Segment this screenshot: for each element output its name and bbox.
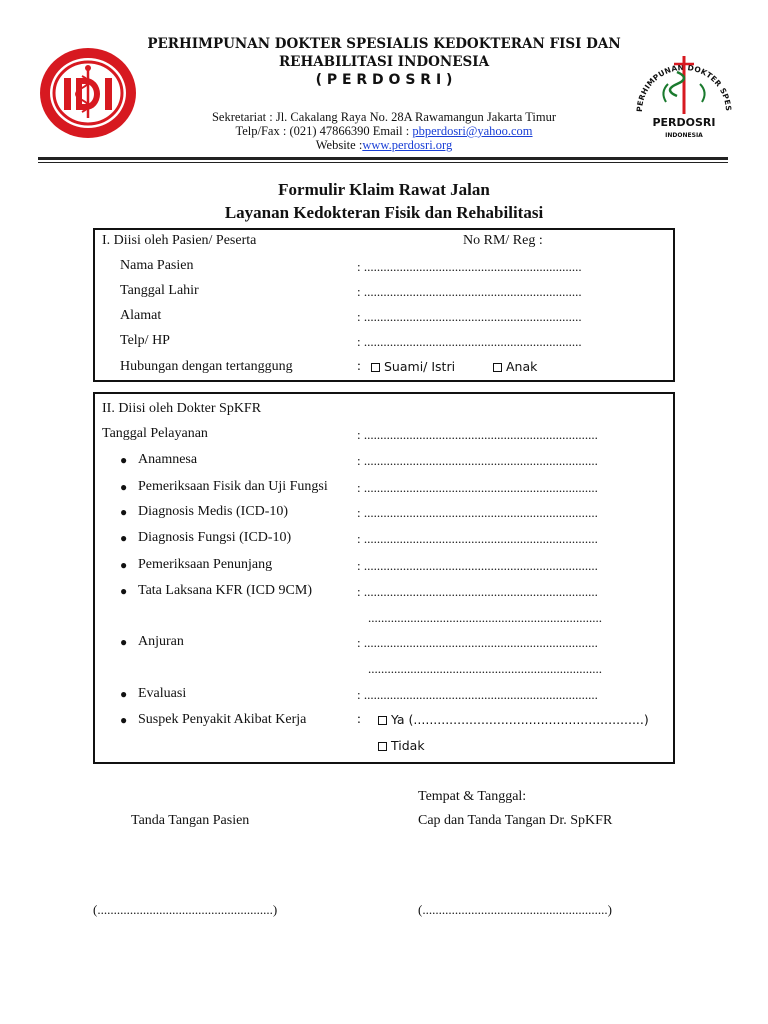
field-label: Telp/ HP <box>120 333 170 348</box>
address-line: Sekretariat : Jl. Cakalang Raya No. 28A Rawamangun Jakarta Timur <box>211 110 557 124</box>
website-line <box>130 138 638 153</box>
website-label: Website : <box>315 138 363 152</box>
phone-field[interactable]: : ................................................................... <box>357 334 582 349</box>
field-label: Nama Pasien <box>120 258 194 273</box>
doctor-signature-line[interactable]: (.........................................................) <box>418 902 612 917</box>
header-divider-thick <box>38 157 728 160</box>
header-divider-thin <box>38 162 728 163</box>
place-date-label: Tempat & Tanggal: <box>418 789 527 804</box>
bullet-icon: ● <box>120 584 128 598</box>
supporting-exam-field[interactable]: : ........................................................................ <box>357 558 598 573</box>
right-logo-name: PERDOSRI <box>652 116 716 129</box>
address-field[interactable]: : ................................................................... <box>357 309 582 324</box>
suspek-no-checkbox[interactable] <box>378 738 425 753</box>
checkbox-icon <box>371 363 380 372</box>
bullet-icon: ● <box>120 453 128 467</box>
checkbox-icon <box>378 716 387 725</box>
checkbox-icon <box>378 742 387 751</box>
functional-diagnosis-field[interactable]: : ........................................................................ <box>357 531 598 546</box>
idi-logo <box>38 46 138 140</box>
evaluation-field[interactable]: : ........................................................................ <box>357 687 598 702</box>
suspek-yes-label: Ya (..........................................................) <box>391 712 649 727</box>
service-date-label: Tanggal Pelayanan <box>102 426 208 441</box>
right-logo-ring-text: PERHIMPUNAN DOKTER SPES <box>634 62 734 113</box>
checkbox-icon <box>493 363 502 372</box>
bullet-icon: ● <box>120 480 128 494</box>
section2-heading: II. Diisi oleh Dokter SpKFR <box>102 401 262 416</box>
treatment-field-continued[interactable]: ........................................................................ <box>368 610 602 625</box>
suspek-no-label: Tidak <box>391 738 425 753</box>
service-date-field[interactable]: : ........................................................................ <box>357 427 598 442</box>
perdosri-logo <box>622 42 742 144</box>
item-label: Anjuran <box>138 634 184 649</box>
child-label: Anak <box>506 359 538 374</box>
suspek-label: Suspek Penyakit Akibat Kerja <box>138 712 307 727</box>
org-name-line2: REHABILITASI INDONESIA <box>278 54 490 70</box>
org-acronym: ( P E R D O S R I ) <box>315 72 453 88</box>
item-label: Diagnosis Medis (ICD-10) <box>138 504 289 519</box>
spouse-checkbox[interactable] <box>371 359 455 374</box>
field-label: Tanggal Lahir <box>120 283 199 298</box>
recommendation-field-continued[interactable]: ........................................................................ <box>368 661 602 676</box>
field-label: Alamat <box>120 308 162 323</box>
relation-label: Hubungan dengan tertanggung <box>120 359 293 374</box>
form-title: Formulir Klaim Rawat Jalan <box>278 180 490 199</box>
patient-signature-line[interactable]: (......................................................) <box>93 902 278 917</box>
spouse-label: Suami/ Istri <box>384 359 456 374</box>
telfax-text: Telp/Fax : (021) 47866390 Email : <box>235 124 413 138</box>
relation-colon: : <box>357 359 361 374</box>
right-logo-sub: INDONESIA <box>665 132 703 139</box>
suspek-colon: : <box>357 712 361 727</box>
item-label: Tata Laksana KFR (ICD 9CM) <box>138 583 312 598</box>
bullet-icon: ● <box>120 635 128 649</box>
bullet-icon: ● <box>120 505 128 519</box>
treatment-field[interactable]: : ........................................................................ <box>357 584 598 599</box>
physical-exam-field[interactable]: : ........................................................................ <box>357 480 598 495</box>
doctor-section <box>93 392 675 764</box>
bullet-icon: ● <box>120 558 128 572</box>
anamnesa-field[interactable]: : ........................................................................ <box>357 453 598 468</box>
no-rm-label: No RM/ Reg : <box>463 233 543 248</box>
patient-signature-label: Tanda Tangan Pasien <box>131 813 250 828</box>
email-link[interactable]: pbperdosri@yahoo.com <box>412 124 533 138</box>
patient-name-field[interactable]: : ................................................................... <box>357 259 582 274</box>
item-label: Pemeriksaan Fisik dan Uji Fungsi <box>138 479 328 494</box>
child-checkbox[interactable] <box>493 359 537 374</box>
medical-diagnosis-field[interactable]: : ........................................................................ <box>357 505 598 520</box>
item-label: Pemeriksaan Penunjang <box>138 557 273 572</box>
birth-date-field[interactable]: : ................................................................... <box>357 284 582 299</box>
bullet-icon: ● <box>120 687 128 701</box>
bullet-icon: ● <box>120 531 128 545</box>
suspek-yes-checkbox[interactable] <box>378 712 649 727</box>
form-subtitle: Layanan Kedokteran Fisik dan Rehabilitasi <box>224 203 544 222</box>
recommendation-field[interactable]: : ........................................................................ <box>357 635 598 650</box>
bullet-icon: ● <box>120 713 128 727</box>
item-label: Anamnesa <box>138 452 198 467</box>
section1-heading: I. Diisi oleh Pasien/ Peserta <box>102 233 257 248</box>
doctor-signature-label: Cap dan Tanda Tangan Dr. SpKFR <box>418 813 613 828</box>
org-name-line1: PERHIMPUNAN DOKTER SPESIALIS KEDOKTERAN FISI DAN <box>147 36 621 52</box>
item-label: Evaluasi <box>138 686 187 701</box>
item-label: Diagnosis Fungsi (ICD-10) <box>138 530 292 545</box>
contact-line <box>130 124 638 139</box>
website-link[interactable]: www.perdosri.org <box>362 138 453 152</box>
